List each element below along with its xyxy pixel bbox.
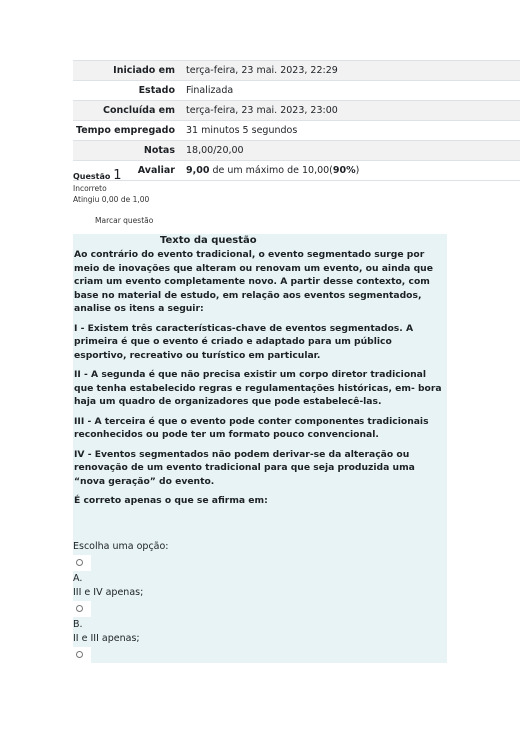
option-a-letter: A. xyxy=(73,573,83,584)
question-paragraph: IV - Eventos segmentados não podem derivar-se da alteração ou renovação de um evento tradicional para que seja produzida uma “nova geração” do evento. xyxy=(74,448,415,487)
answer-block xyxy=(73,540,447,664)
question-paragraph: É correto apenas o que se afirma em: xyxy=(74,495,268,506)
summary-label: Tempo empregado xyxy=(75,125,175,136)
summary-row-completed xyxy=(73,100,520,120)
radio-circle-icon xyxy=(76,651,83,658)
flag-question-link[interactable]: Marcar questão xyxy=(95,216,154,225)
grade-percent: 90% xyxy=(332,165,356,176)
summary-value xyxy=(181,161,520,180)
grade-close: ) xyxy=(355,165,360,176)
option-a-text: III e IV apenas; xyxy=(73,587,144,598)
summary-row-time-taken xyxy=(73,120,520,140)
question-text-heading: Texto da questão xyxy=(160,235,257,246)
summary-label: Notas xyxy=(143,145,175,156)
summary-value: 31 minutos 5 segundos xyxy=(186,125,298,136)
question-text xyxy=(74,248,447,514)
summary-value: terça-feira, 23 mai. 2023, 22:29 xyxy=(186,65,338,76)
summary-label: Iniciado em xyxy=(113,65,175,76)
option-b-text: II e III apenas; xyxy=(73,633,140,644)
question-info xyxy=(73,168,153,205)
question-number xyxy=(73,168,153,183)
radio-circle-icon xyxy=(76,605,83,612)
radio-circle-icon xyxy=(76,559,83,566)
summary-label: Estado xyxy=(138,85,175,96)
option-c-radio[interactable] xyxy=(73,647,91,663)
summary-value: Finalizada xyxy=(186,85,234,96)
summary-value: terça-feira, 23 mai. 2023, 23:00 xyxy=(186,105,338,116)
question-number-value: 1 xyxy=(113,168,122,183)
question-paragraph: III - A terceira é que o evento pode conter componentes tradicionais reconhecidos ou pode ter um formato pouco convencional. xyxy=(74,415,429,440)
summary-row-marks xyxy=(73,140,520,160)
question-label: Questão xyxy=(73,172,111,181)
question-paragraph: II - A segunda é que não precisa existir um corpo diretor tradicional que tenha estabelecido regras e regulamentações históricas, em- bora haja um quadro de organizadores que pode estabelecê-las. xyxy=(74,369,442,407)
summary-label: Avaliar xyxy=(137,165,175,176)
question-status: Incorreto xyxy=(73,184,107,193)
summary-label: Concluída em xyxy=(102,105,175,116)
grade-max: de um máximo de 10,00( xyxy=(209,165,333,176)
attempt-summary-table xyxy=(73,60,520,181)
summary-row-started xyxy=(73,60,520,80)
summary-row-state xyxy=(73,80,520,100)
option-a-radio[interactable] xyxy=(73,555,91,571)
question-paragraph: I - Existem três características-chave de eventos segmentados. A primeira é que o evento é criado e adaptado para um público esportivo, recreativo ou turístico em particular. xyxy=(74,322,414,361)
option-b-radio[interactable] xyxy=(73,601,91,617)
question-score: Atingiu 0,00 de 1,00 xyxy=(73,195,150,204)
option-b-letter: B. xyxy=(73,619,83,630)
grade-value: 9,00 xyxy=(186,165,210,176)
summary-value: 18,00/20,00 xyxy=(186,145,244,156)
choose-option-prompt: Escolha uma opção: xyxy=(73,541,169,552)
question-paragraph: Ao contrário do evento tradicional, o evento segmentado surge por meio de inovações que alteram ou renovam um evento, ou ainda que criam um evento completamente novo. A partir desse contexto, com base no material de estudo, em relação aos eventos segmentados, analise os itens a seguir: xyxy=(74,249,433,314)
